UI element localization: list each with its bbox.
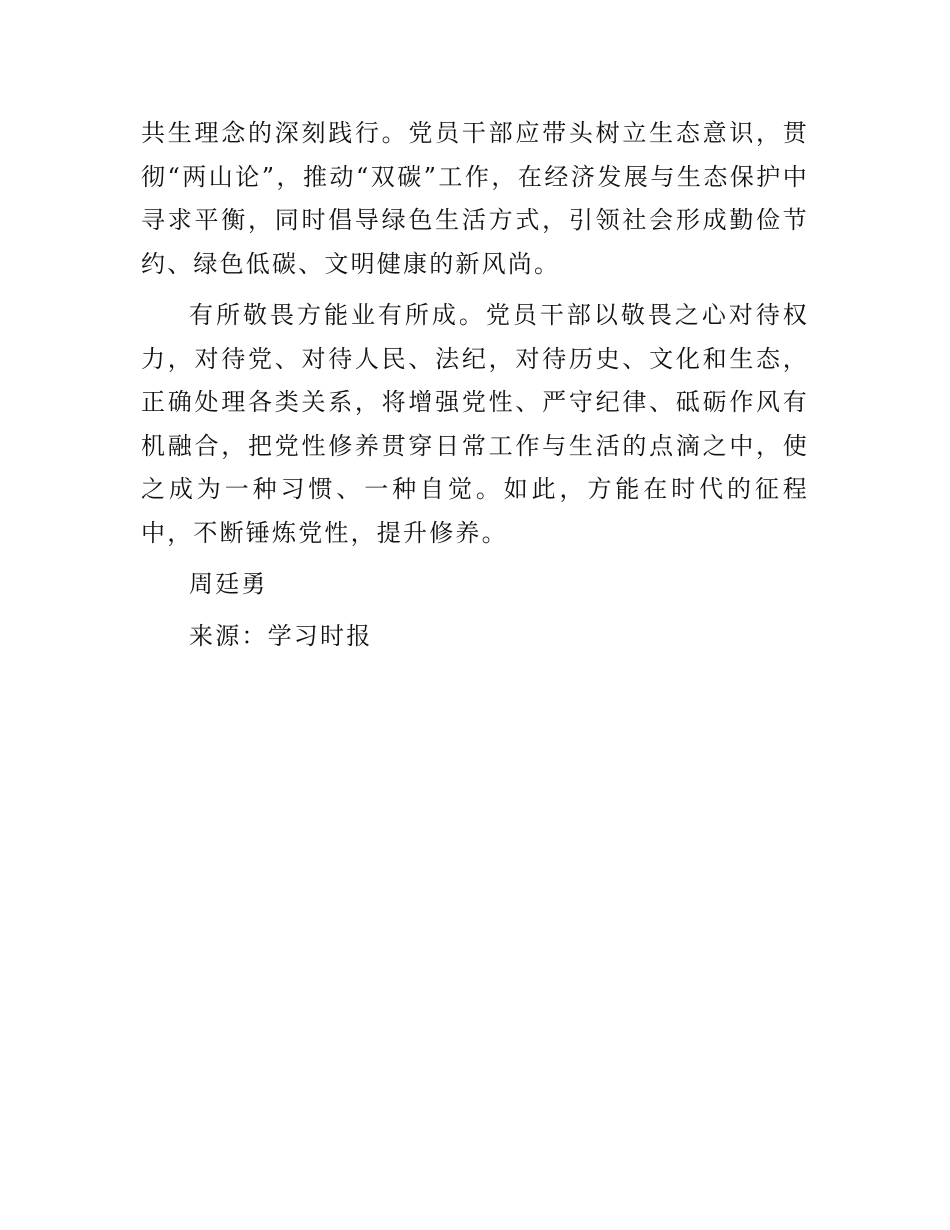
author-name: 周廷勇 [189, 570, 268, 598]
paragraph: 有所敬畏方能业有所成。党员干部以敬畏之心对待权力，对待党、对待人民、法纪，对待历史、文化和生态，正确处理各类关系，将增强党性、严守纪律、砥砺作风有机融合，把党性修养贯穿日常工作与生活的点滴之中，使之成为一种习惯、一种自觉。如此，方能在时代的征程中，不断锤炼党性，提升修养。 [141, 301, 809, 547]
source-line: 来源：学习时报 [189, 621, 373, 650]
paragraph-continued: 共生理念的深刻践行。党员干部应带头树立生态意识，贯彻“两山论”，推动“双碳”工作，在经济发展与生态保护中寻求平衡，同时倡导绿色生活方式，引领社会形成勤俭节约、绿色低碳、文明健康的新风尚。 [141, 119, 809, 278]
document-body [141, 112, 809, 666]
